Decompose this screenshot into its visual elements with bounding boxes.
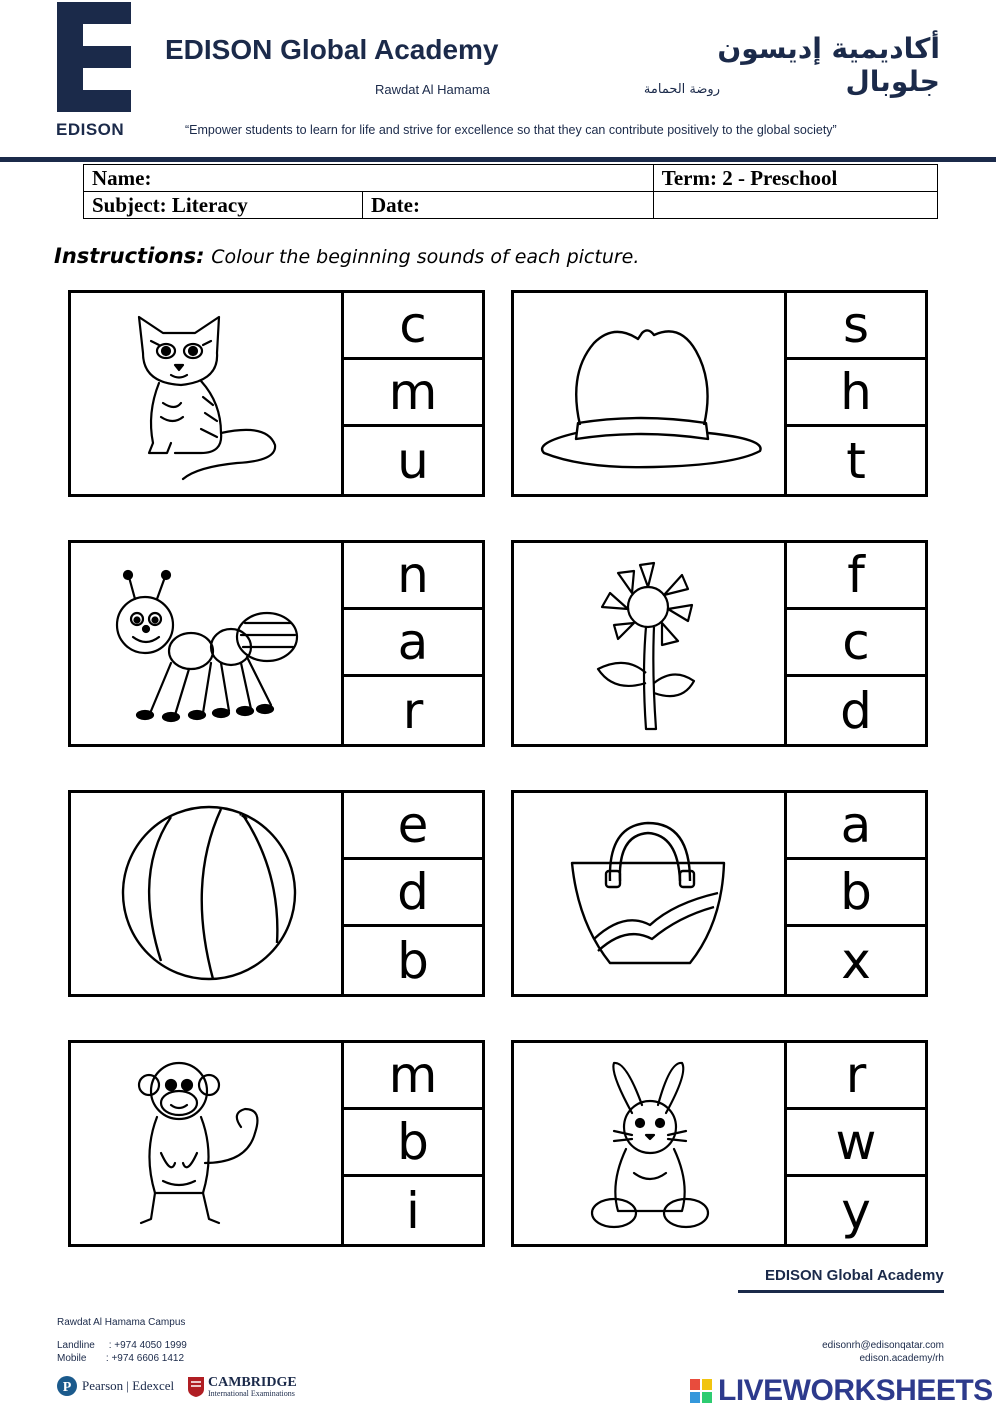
letter-option[interactable]: m [344, 1043, 482, 1110]
liveworksheets-icon [690, 1379, 712, 1403]
picture-cell [71, 793, 344, 994]
card-bag [511, 790, 928, 997]
letter-options [344, 543, 482, 744]
svg-text:P: P [62, 1380, 72, 1395]
subject-cell: Subject: Literacy [84, 192, 363, 219]
letter-option[interactable]: b [787, 860, 925, 927]
picture-cell [514, 1043, 787, 1244]
letter-option[interactable]: r [787, 1043, 925, 1110]
pearson-icon [57, 1376, 77, 1396]
header-divider [0, 157, 996, 162]
student-info-table [83, 164, 938, 219]
letter-options [787, 293, 925, 494]
letter-options [787, 543, 925, 744]
footer-brand: EDISON Global Academy [765, 1267, 944, 1284]
cat-icon [71, 293, 341, 494]
campus-name-arabic: روضة الحمامة [643, 82, 720, 97]
campus-name-english: Rawdat Al Hamama [375, 82, 490, 97]
card-ant [68, 540, 485, 747]
footer-landline: Landline : +974 4050 1999 [57, 1340, 187, 1351]
liveworksheets-watermark [690, 1374, 993, 1408]
card-cat [68, 290, 485, 497]
letter-option[interactable]: w [787, 1110, 925, 1177]
letter-option[interactable]: c [787, 610, 925, 677]
instructions-text: Colour the beginning sounds of each picture. [211, 246, 640, 268]
school-motto: “Empower students to learn for life and strive for excellence so that they can contribute positively to the global society” [185, 123, 837, 137]
letter-option[interactable]: n [344, 543, 482, 610]
letter-option[interactable]: s [787, 293, 925, 360]
letter-options [344, 793, 482, 994]
letter-option[interactable]: d [840, 681, 872, 740]
cambridge-title: CAMBRIDGE [208, 1375, 297, 1390]
pearson-text: Pearson | Edexcel [82, 1378, 175, 1393]
ball-icon [71, 793, 341, 994]
letter-option[interactable]: u [397, 431, 429, 490]
letter-option[interactable]: e [344, 793, 482, 860]
footer-website[interactable]: edison.academy/rh [859, 1353, 944, 1364]
card-hat [511, 290, 928, 497]
letter-option[interactable]: x [841, 931, 871, 990]
footer-email[interactable]: edisonrh@edisonqatar.com [822, 1340, 944, 1351]
picture-cell [514, 543, 787, 744]
letter-options [787, 1043, 925, 1244]
card-ball [68, 790, 485, 997]
cambridge-shield-icon [188, 1377, 204, 1397]
letter-option[interactable]: d [344, 860, 482, 927]
card-monkey [68, 1040, 485, 1247]
edison-logo-icon [57, 2, 131, 112]
letter-option[interactable]: h [787, 360, 925, 427]
letter-option[interactable]: b [397, 931, 429, 990]
picture-cell [514, 793, 787, 994]
letter-options [344, 1043, 482, 1244]
letter-options [787, 793, 925, 994]
school-name-arabic: أكاديمية إديسون جلوبال [717, 32, 940, 98]
picture-cell [71, 1043, 344, 1244]
picture-cell [71, 543, 344, 744]
letter-option[interactable]: i [406, 1181, 420, 1240]
ant-icon [71, 543, 341, 744]
letter-option[interactable]: y [841, 1181, 871, 1240]
instructions-label: Instructions: [54, 244, 205, 268]
rabbit-icon [514, 1043, 784, 1244]
picture-cell [514, 293, 787, 494]
school-name-english: EDISON Global Academy [165, 34, 499, 65]
bag-icon [514, 793, 784, 994]
letter-option[interactable]: r [402, 681, 424, 740]
date-field[interactable]: Date: [363, 192, 654, 219]
cambridge-logo [188, 1376, 297, 1398]
pearson-logo [57, 1376, 174, 1396]
name-field[interactable]: Name: [84, 165, 654, 192]
picture-cell [71, 293, 344, 494]
letter-option[interactable]: c [344, 293, 482, 360]
letter-option[interactable]: t [846, 431, 866, 490]
footer-mobile: Mobile : +974 6606 1412 [57, 1353, 185, 1364]
term-cell: Term: 2 - Preschool [653, 165, 937, 192]
logo-wordmark: EDISON [56, 120, 125, 139]
flower-icon [514, 543, 784, 744]
letter-option[interactable]: a [344, 610, 482, 677]
card-rabbit [511, 1040, 928, 1247]
blank-cell [653, 192, 937, 219]
letter-option[interactable]: m [344, 360, 482, 427]
card-flower [511, 540, 928, 747]
monkey-icon [71, 1043, 341, 1244]
footer-divider [738, 1290, 944, 1293]
letter-option[interactable]: a [787, 793, 925, 860]
letter-option[interactable]: f [787, 543, 925, 610]
hat-icon [514, 293, 784, 494]
footer-campus: Rawdat Al Hamama Campus [57, 1317, 186, 1328]
instructions [54, 244, 639, 268]
letter-options [344, 293, 482, 494]
cambridge-subtitle: International Examinations [208, 1389, 295, 1398]
letter-option[interactable]: b [344, 1110, 482, 1177]
liveworksheets-text: LIVEWORKSHEETS [718, 1374, 993, 1407]
